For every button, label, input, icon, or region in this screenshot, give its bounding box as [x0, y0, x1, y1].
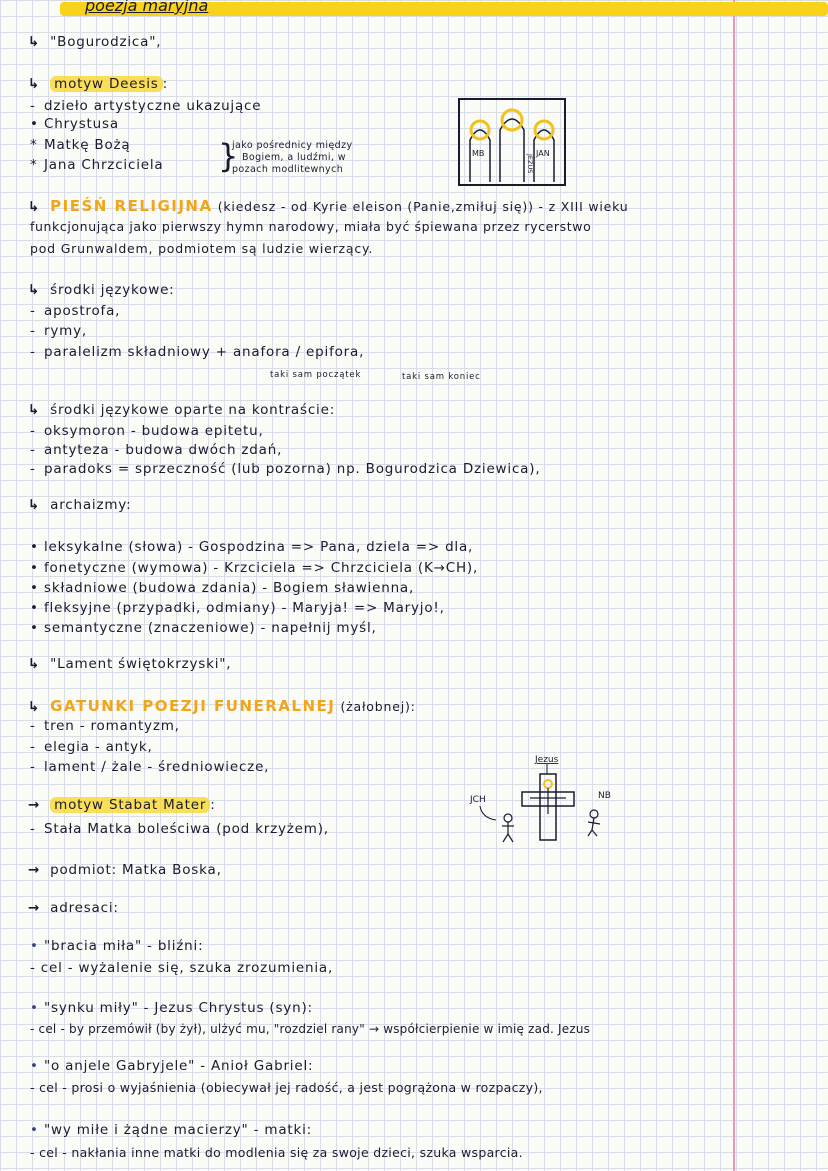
archaizmy-header: archaizmy:: [50, 497, 132, 513]
addressee-title-text: "o anjele Gabryjele" - Anioł Gabriel:: [44, 1058, 314, 1074]
bullet: -: [30, 739, 36, 755]
srodki2-header: środki językowe oparte na kontraście:: [50, 402, 336, 418]
arrow-icon: →: [28, 862, 41, 878]
deesis-item: [30, 98, 261, 114]
deesis-item-text: dzieło artystyczne ukazujące: [44, 98, 262, 114]
addressee-title-text: "bracia miła" - bliźni:: [44, 938, 204, 954]
mediator-note: Bogiem, a ludźmi, w: [242, 152, 346, 163]
archaizm-item-text: semantyczne (znaczeniowe) - napełnij myśl,: [44, 620, 377, 636]
arrow-icon: →: [28, 900, 41, 916]
srodki1-item: [30, 344, 364, 360]
addressee-title: [30, 1058, 313, 1074]
bogurodzica-line: [28, 34, 161, 50]
gatunek-item: [30, 718, 180, 734]
piesn-line-3: pod Grunwaldem, podmiotem są ludzie wierzący.: [30, 241, 374, 256]
bullet: •: [30, 620, 39, 636]
arrow-icon: ↳: [28, 76, 41, 92]
stabat-line: [28, 797, 216, 813]
icon-frame: [459, 99, 565, 185]
podmiot-text: podmiot: Matka Boska,: [50, 862, 222, 878]
bullet: *: [30, 137, 38, 153]
bullet: -: [30, 423, 36, 439]
piesn-heading: PIEŚŃ RELIGIJNA: [50, 197, 213, 215]
lament-title: "Lament świętokrzyski",: [50, 656, 232, 672]
arrow-icon: ↳: [28, 497, 41, 513]
deesis-item: [30, 116, 119, 132]
deesis-line: [28, 76, 168, 92]
icon-label-left: MB: [472, 149, 485, 158]
adresaci-line: [28, 900, 119, 916]
bullet: •: [30, 1000, 39, 1016]
archaizmy-header-line: [28, 497, 131, 513]
arrow-icon: ↳: [28, 656, 41, 672]
srodki2-item-text: oksymoron - budowa epitetu,: [44, 423, 264, 439]
addressee-title: [30, 1000, 313, 1016]
crucifixion-drawing: [470, 748, 630, 848]
deesis-item: [30, 157, 163, 173]
deesis-colon: :: [162, 76, 168, 92]
icon-label-center: JEZUS: [526, 154, 534, 174]
piesn-line-1: [28, 197, 629, 215]
addressee-cel: - cel - nakłania inne matki do modlenia się za swoje dzieci, szuka wsparcia.: [30, 1145, 523, 1160]
bullet: •: [30, 116, 39, 132]
addressee-cel: - cel - prosi o wyjaśnienia (obiecywał jej radość, a jest pogrążona w rozpaczy),: [30, 1080, 543, 1095]
bullet: -: [30, 461, 36, 477]
srodki1-item: [30, 303, 120, 319]
gatunek-item-text: lament / żale - średniowiecze,: [44, 759, 270, 775]
addressee-cel: - cel - wyżalenie się, szuka zrozumienia,: [30, 960, 334, 976]
arrow-icon: ↳: [28, 199, 41, 215]
jch-label: JCH: [470, 795, 486, 805]
podmiot-line: [28, 862, 222, 878]
margin-line: [733, 0, 735, 1171]
addressee-title: [30, 1122, 312, 1138]
archaizm-item: [30, 539, 473, 555]
bullet: •: [30, 938, 39, 954]
addressee-title-text: "wy miłe i żądne macierzy" - matki:: [44, 1122, 313, 1138]
archaizm-item-text: składniowe (budowa zdania) - Bogiem sławienna,: [44, 580, 415, 596]
deesis-label: motyw Deesis: [50, 76, 162, 92]
srodki2-item: [30, 461, 540, 477]
srodki1-header: środki językowe:: [50, 282, 175, 298]
figure-body: [592, 818, 594, 830]
figure-leg: [588, 830, 592, 836]
bullet: -: [30, 344, 36, 360]
arrow-icon: ↳: [28, 34, 41, 50]
archaizm-item-text: leksykalne (słowa) - Gospodzina => Pana, dziela => dla,: [44, 539, 474, 555]
bullet: •: [30, 580, 39, 596]
figure-arms: [588, 822, 600, 824]
archaizm-item: [30, 560, 478, 576]
gatunek-item: [30, 739, 153, 755]
srodki2-item: [30, 442, 282, 458]
srodki2-item-text: antyteza - budowa dwóch zdań,: [44, 442, 283, 458]
epifora-note: taki sam koniec: [402, 372, 481, 382]
archaizm-item: [30, 620, 377, 636]
gatunek-item: [30, 759, 269, 775]
archaizm-item-text: fleksyjne (przypadki, odmiany) - Maryja! => Maryjo!,: [44, 600, 445, 616]
mediator-note: jako pośrednicy między: [232, 140, 353, 151]
arrow-icon: →: [28, 797, 41, 813]
gatunki-heading: GATUNKI POEZJI FUNERALNEJ: [50, 697, 336, 715]
bullet: -: [30, 303, 36, 319]
halo: [544, 780, 552, 788]
jesus-figure: [500, 119, 524, 182]
srodki1-header-line: [28, 282, 175, 298]
bullet: -: [30, 759, 36, 775]
deesis-item-text: Chrystusa: [44, 116, 119, 132]
bullet: •: [30, 560, 39, 576]
srodki1-item-text: paralelizm składniowy + anafora / epifora,: [44, 344, 365, 360]
bullet: -: [30, 98, 36, 114]
addressee-cel: - cel - by przemówił (by żył), ulżyć mu, "rozdziel rany" → współcierpienie w imię zad. Jezus: [30, 1022, 591, 1036]
bullet: •: [30, 1058, 39, 1074]
nb-label: NB: [598, 791, 611, 801]
bullet: -: [30, 718, 36, 734]
figure-leg: [508, 834, 513, 842]
arrow-icon: ↳: [28, 402, 41, 418]
figure-leg: [503, 834, 508, 842]
icon-label-right: JAN: [536, 149, 550, 158]
srodki1-item-text: rymy,: [44, 323, 87, 339]
srodki1-item-text: apostrofa,: [44, 303, 121, 319]
bullet: *: [30, 157, 38, 173]
stabat-colon: :: [210, 797, 216, 813]
jch-arrow: [480, 806, 496, 820]
bullet: •: [30, 1122, 39, 1138]
bullet: •: [30, 600, 39, 616]
archaizm-item: [30, 600, 445, 616]
halo: [502, 110, 522, 130]
deesis-item-text: Jana Chrzciciela: [44, 157, 164, 173]
deesis-item: [30, 137, 131, 153]
bullet: -: [30, 821, 36, 837]
figure-head: [504, 814, 512, 822]
figure-head: [590, 810, 598, 818]
deesis-item-text: Matkę Bożą: [44, 137, 131, 153]
archaizm-item-text: fonetyczne (wymowa) - Krzciciela => Chrzciciela (K→CH),: [44, 560, 479, 576]
gatunki-line: [28, 697, 416, 715]
bullet: -: [30, 442, 36, 458]
srodki2-header-line: [28, 402, 335, 418]
brace-icon: }: [218, 137, 239, 175]
gatunki-sub: (żałobnej):: [340, 699, 416, 714]
gatunek-item-text: tren - romantyzm,: [44, 718, 180, 734]
arrow-icon: ↳: [28, 282, 41, 298]
gatunek-item-text: elegia - antyk,: [44, 739, 153, 755]
bullet: -: [30, 323, 36, 339]
addressee-title: [30, 938, 203, 954]
bogurodzica-title: "Bogurodzica",: [50, 34, 162, 50]
page-title: poezja maryjna: [85, 0, 209, 15]
mediator-note: pozach modlitewnych: [232, 164, 344, 175]
title-bar: [0, 0, 828, 22]
deesis-icon-drawing: [458, 98, 566, 186]
piesn-origin: (kiedesz - od Kyrie eleison (Panie,zmiłuj się)) - z XIII wieku: [217, 199, 629, 214]
stabat-label: motyw Stabat Mater: [50, 797, 210, 813]
stabat-desc: Stała Matka boleściwa (pod krzyżem),: [44, 821, 329, 837]
piesn-line-2: funkcjonująca jako pierwszy hymn narodowy, miała być śpiewana przez rycerstwo: [30, 219, 592, 234]
figure-leg: [592, 830, 597, 836]
archaizm-item: [30, 580, 414, 596]
jezus-label: Jezus: [535, 755, 559, 765]
lament-line: [28, 656, 231, 672]
stabat-desc-line: [30, 821, 329, 837]
srodki2-item-text: paradoks = sprzeczność (lub pozorna) np. Bogurodzica Dziewica),: [44, 461, 541, 477]
adresaci-text: adresaci:: [50, 900, 119, 916]
srodki2-item: [30, 423, 264, 439]
addressee-title-text: "synku miły" - Jezus Chrystus (syn):: [44, 1000, 313, 1016]
anafora-note: taki sam początek: [270, 370, 362, 380]
srodki1-item: [30, 323, 87, 339]
bullet: •: [30, 539, 39, 555]
arrow-icon: ↳: [28, 699, 41, 715]
